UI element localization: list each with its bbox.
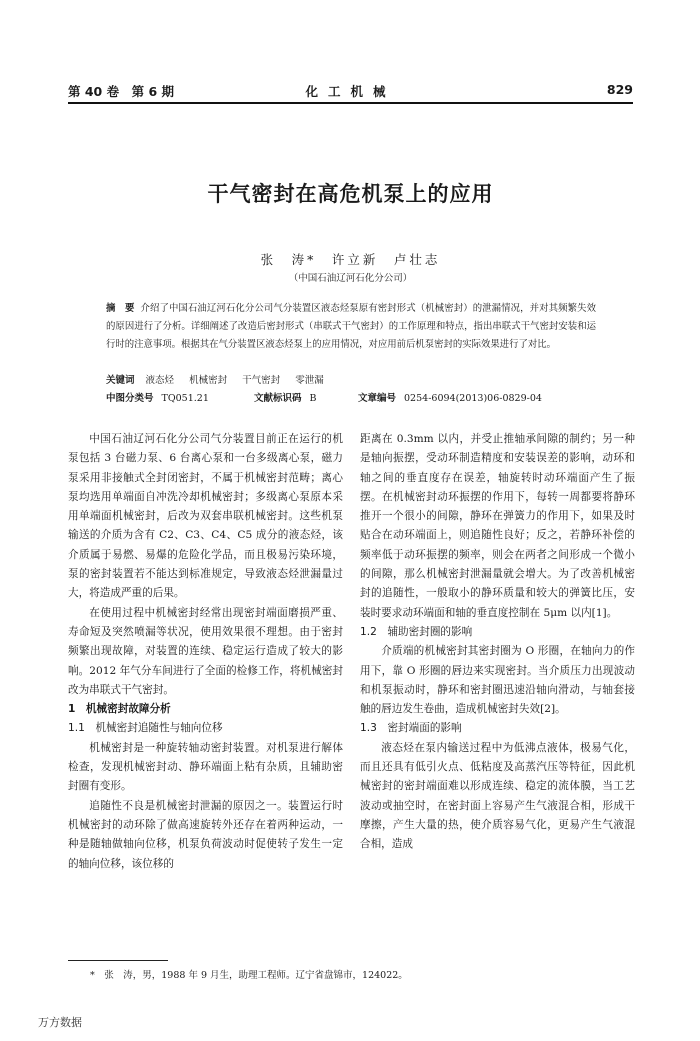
- doc-code-label: 文献标识码: [254, 393, 302, 404]
- paper-title: 干气密封在高危机泵上的应用: [207, 182, 494, 206]
- abstract-text: 介绍了中国石油辽河石化分公司气分装置区液态烃泵原有密封形式（机械密封）的泄漏情况，并对其频繁失效的原因进行了分析。详细阐述了改造后密封形式（串联式干气密封）的工作原理和特点，指出串联式干气密封安装和运行时的注意事项。根据其在气分装置区液态烃泵上的应用情况，对应用前后机泵密封的实际效果进行了对比。: [106, 303, 596, 350]
- doc-code: B: [309, 393, 317, 404]
- abstract: [106, 300, 596, 354]
- paragraph: 介质端的机械密封其密封圈为 O 形圈，在轴向力的作用下，靠 O 形圈的唇边来实现密封。当介质压力出现波动和机泵振动时，静环和密封圈迅速沿轴向滑动，与轴套接触的唇边发生卷曲，造成机械密封失效[2]。: [360, 645, 635, 716]
- running-header: [68, 82, 633, 100]
- abstract-label: 摘 要: [106, 303, 135, 314]
- author-footnote: * 张 涛，男，1988 年 9 月生，助理工程师。辽宁省盘锦市，124022。: [90, 970, 408, 981]
- paragraph: 机械密封是一种旋转轴动密封装置。对机泵进行解体检查，发现机械密封动、静环端面上粘有杂质，且辅助密封圈有变形。: [68, 741, 343, 793]
- keyword: 干气密封: [242, 375, 281, 386]
- doc-code-block: [254, 390, 317, 408]
- body-right-column: [360, 430, 635, 855]
- subsection-heading: 1.2 辅助密封圈的影响: [360, 625, 473, 638]
- keywords: [106, 372, 596, 390]
- keyword: 机械密封: [189, 375, 228, 386]
- header-rule: [68, 102, 633, 104]
- watermark: 万方数据: [38, 1016, 82, 1029]
- footnote-rule: [68, 960, 168, 961]
- paragraph: 在使用过程中机械密封经常出现密封端面磨损严重、寿命短及突然喷漏等状况，使用效果很不理想。由于密封频繁出现故障，对装置的连续、稳定运行造成了较大的影响。2012 年气分车间进行了全面的检修工作，将机械密封改为串联式干气密封。: [68, 606, 343, 696]
- clc-label: 中图分类号: [106, 393, 154, 404]
- article-number-block: [358, 390, 542, 408]
- keywords-label: 关键词: [106, 375, 135, 386]
- volume-issue: 第 40 卷 第 6 期: [68, 84, 174, 99]
- section-heading: 1 机械密封故障分析: [68, 703, 171, 716]
- paragraph: 中国石油辽河石化分公司气分装置目前正在运行的机泵包括 3 台磁力泵、6 台离心泵和一台多级离心泵，磁力泵采用非接触式全封闭密封，不属于机械密封范畴；离心泵均选用单端面自冲洗冷却机械密封；多级离心泵原本采用单端面机械密封，后改为双套串联机械密封。这些机泵输送的介质为含有 C2、C3、C4、C5 成分的液态烃，该介质属于易燃、易爆的危险化学品，而且极易污染环境，泵的密封装置若不能达到标准规定，导致液态烃泄漏量过大，将造成严重的后果。: [68, 433, 343, 600]
- journal-name: 化工机械: [305, 84, 396, 99]
- body-left-column: [68, 430, 343, 874]
- clc-code: TQ051.21: [161, 393, 209, 404]
- paragraph: 距离在 0.3mm 以内，并受止推轴承间隙的制约；另一种是轴向振摆，受动环制造精度和安装误差的影响，动环和轴之间的垂直度存在误差，轴旋转时动环端面产生了振摆。在机械密封动环振摆的作用下，每转一周都要将静环推开一个很小的间隙，静环在弹簧力的作用下，如果及时贴合在动环端面上，则追随性良好；反之，若静环补偿的频率低于动环振摆的频率，则会在两者之间形成一个微小的间隙，那么机械密封泄漏量就会增大。为了改善机械密封的追随性，一般取小的静环质量和较大的弹簧比压，安装时要求动环端面和轴的垂直度控制在 5μm 以内[1]。: [360, 433, 635, 619]
- paragraph: 追随性不良是机械密封泄漏的原因之一。装置运行时机械密封的动环除了做高速旋转外还存在着两种运动，一种是随轴做轴向位移，机泵负荷波动时促使转子发生一定的轴向位移，该位移的: [68, 799, 343, 870]
- affiliation: （中国石油辽河石化分公司）: [288, 273, 413, 284]
- article-number-label: 文章编号: [358, 393, 397, 404]
- subsection-heading: 1.3 密封端面的影响: [360, 722, 462, 735]
- clc-block: [106, 390, 209, 408]
- keyword: 液态烃: [145, 375, 175, 386]
- page-number: 829: [606, 82, 633, 97]
- keyword: 零泄漏: [295, 375, 324, 386]
- paragraph: 液态烃在泵内输送过程中为低沸点液体，极易气化，而且还具有低引火点、低粘度及高蒸汽压等特征，因此机械密封的密封端面难以形成连续、稳定的流体膜，当工艺波动或抽空时，在密封面上容易产生气液混合相，形成干摩擦，产生大量的热，使介质容易气化，更易产生气液混合相，造成: [360, 741, 635, 851]
- subsection-heading: 1.1 机械密封追随性与轴向位移: [68, 722, 223, 735]
- authors: 张 涛* 许立新 卢壮志: [260, 252, 441, 267]
- article-number: 0254-6094(2013)06-0829-04: [404, 393, 542, 404]
